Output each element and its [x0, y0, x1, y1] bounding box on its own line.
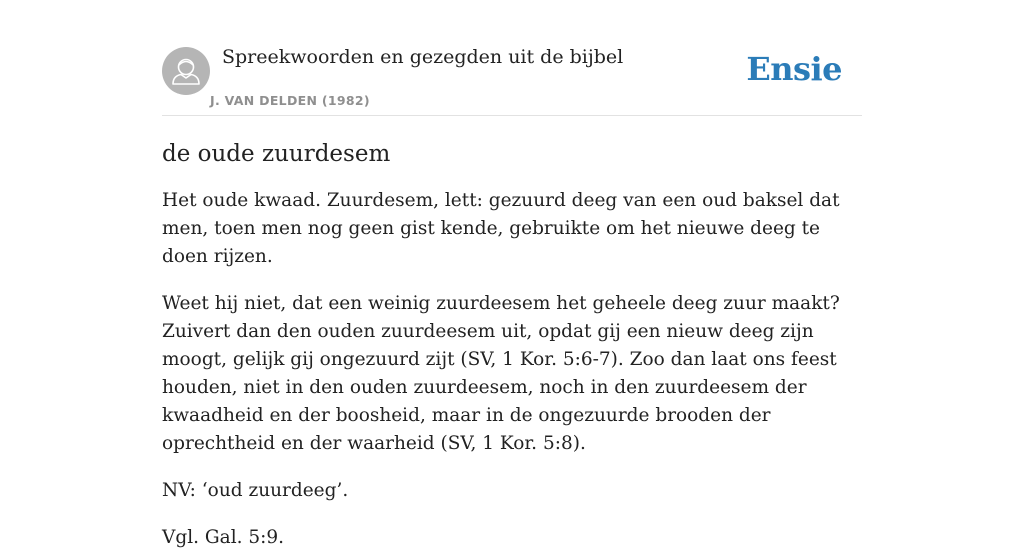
reference-note: Vgl. Gal. 5:9.	[162, 527, 285, 548]
entry-content	[162, 138, 862, 552]
user-icon	[162, 47, 210, 95]
author-avatar	[162, 47, 210, 95]
definition-paragraph: Het oude kwaad. Zuurdesem, lett: gezuurd deeg van een oud baksel dat men, toen men nog geen gist kende, gebruikte om het nieuwe deeg te doen rijzen.	[162, 190, 840, 267]
site-logo[interactable]: Ensie	[746, 50, 842, 88]
quotation-paragraph: Weet hij niet, dat een weinig zuurdeesem het geheele deeg zuur maakt? Zuivert dan den ouden zuurdeesem uit, opdat gij een nieuw deeg zijn moogt, gelijk gij ongezuurd zijt (SV, 1 Kor. 5:6-7). Zoo dan laat ons feest houden, niet in den ouden zuurdeesem, noch in den zuurdeesem der kwaadheid en der boosheid, maar in de ongezuurde brooden der oprechtheid en der waarheid (SV, 1 Kor. 5:8).	[162, 293, 840, 454]
nv-note: NV: ‘oud zuurdeeg’.	[162, 480, 349, 501]
book-title[interactable]: Spreekwoorden en gezegden uit de bijbel	[222, 46, 624, 68]
author-name[interactable]: J. VAN DELDEN (1982)	[210, 93, 370, 108]
entry-title: de oude zuurdesem	[162, 141, 391, 167]
entry-header	[162, 44, 862, 116]
